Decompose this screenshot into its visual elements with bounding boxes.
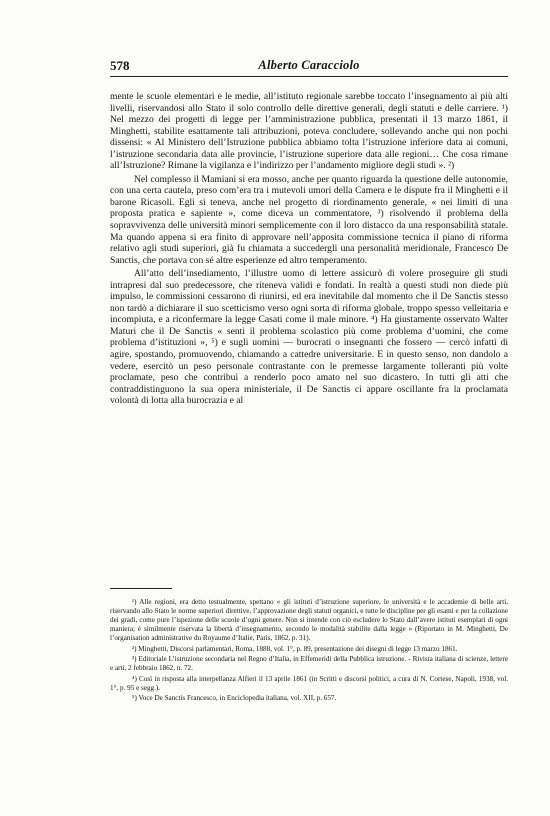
main-text [110,91,508,407]
running-head-author: Alberto Caracciolo [258,58,360,72]
paragraph-continuation: mente le scuole elementari e le medie, all’istituto regionale sarebbe toccato l’insegnamento ai più alti livelli, riservandosi allo Stato il solo controllo delle direttive generali, degli statuti e delle carriere. ¹) Nel mezzo dei progetti di legge per l’amministrazione pubblica, presentati il 13 marzo 1861, il Minghetti, stabilite esattamente tali attribuzioni, poteva concludere, sollevando anche qui non pochi dissensi: « Al Ministero dell’Istruzione pubblica abbiamo tolta l’istruzione inferiore data ai comuni, l’istruzione secondaria data alle provincie, l’istruzione superiore data alle regioni… Che cosa rimane all’Istruzione? Rimane la vigilanza e l’indirizzo per l’andamento migliore degli studi ». ²) [110,91,508,172]
footnote-3: ³) Editoriale L’istruzione secondaria nel Regno d’Italia, in Effemeridi della Pubblica istruzione. - Rivista italiana di scienze, lettere e arti, 2 febbraio 1862, n. 72. [110,655,508,673]
page-number: 578 [110,58,130,73]
footnote-rule [110,588,172,589]
footnote-4: ⁴) Così in risposta alla interpellanza Alfieri il 13 aprile 1861 (in Scritti e discorsi politici, a cura di N. Cortese, Napoli, 1938, vol. 1°, p. 95 e segg.). [110,674,508,692]
footnotes [110,598,508,703]
footnote-1: ¹) Alle regioni, era detto testualmente, spettano « gli istituti d’istruzione superiore, le università e le accademie di belle arti, riservando allo Stato le norme superiori direttive, l’approvazione degli statuti organici, e tutte le discipline per gli esami e per la collazione dei gradi, come pure l’ispezione delle scuole d’ogni genere. Non si intende con ciò escludere lo Stato dall’avere istituti esemplari di ogni maniera; è similmente riservata la libertà d’insegnamento, secondo le modalità stabilite dalla legge » (Riportato in M. Minghetti, De l’organisation administrative du Royaume d’Italie, Paris, 1862, p. 31). [110,598,508,643]
footnote-5: ⁵) Voce De Sanctis Francesco, in Enciclopedia italiana, vol. XII, p. 657. [132,694,337,703]
page-header [110,58,508,77]
paragraph-mamiani: Nel complesso il Mamiani si era mosso, anche per quanto riguarda la questione delle autonomie, con una certa cautela, preso com’era tra i mutevoli umori della Camera e le dispute fra il Minghetti e il barone Ricasoli. Egli si teneva, anche nel progetto di riordinamento generale, « nei limiti di una proposta pratica e sapiente », come diceva un commentatore, ³) risolvendo il problema della sopravvivenza delle università minori semplicemente con il loro distacco da una responsabilità statale. Ma quando appena si era finito di approvare nell’apposita commissione tecnica il piano di riforma relativo agli studi superiori, già fu chiamata a succedergli una personalità meridionale, Francesco De Sanctis, che portava con sé altre esperienze ed altro temperamento. [110,173,508,266]
paragraph-insediamento: All’atto dell’insediamento, l’illustre uomo di lettere assicurò di volere proseguire gli studi intrapresi dal suo predecessore, che riteneva validi e fondati. In realtà a questi studi non diede più impulso, le commissioni cessarono di riunirsi, ed era inevitabile dal momento che il De Sanctis stesso non tardò a dichiarare il suo scetticismo verso ogni sorta di riforma globale, troppo spesso velleitaria e incompiuta, e a riconfermare la legge Casati come il male minore. ⁴) Ha giustamente osservato Walter Maturi che il De Sanctis « sentì il problema scolastico più come problema d’uomini, che come problema d’istituzioni », ⁵) e sugli uomini — burocrati o insegnanti che fossero — cercò infatti di agire, spostando, promuovendo, chiamando a cattedre universitarie. E in questo senso, non dandolo a vedere, esercitò un peso personale contrastante con le premesse largamente tolleranti più volte proclamate, peso che contribuì a renderlo poco amato nel suo dicastero. In tutti gli atti che contraddistinguono la sua opera ministeriale, il De Sanctis ci appare oscillante fra la proclamata volontà di lotta alla burocrazia e al [110,268,508,407]
footnote-2: ²) Minghetti, Discorsi parlamentari, Roma, 1888, vol. 1°, p. 89, presentazione dei disegni di legge 13 marzo 1861. [132,644,458,653]
